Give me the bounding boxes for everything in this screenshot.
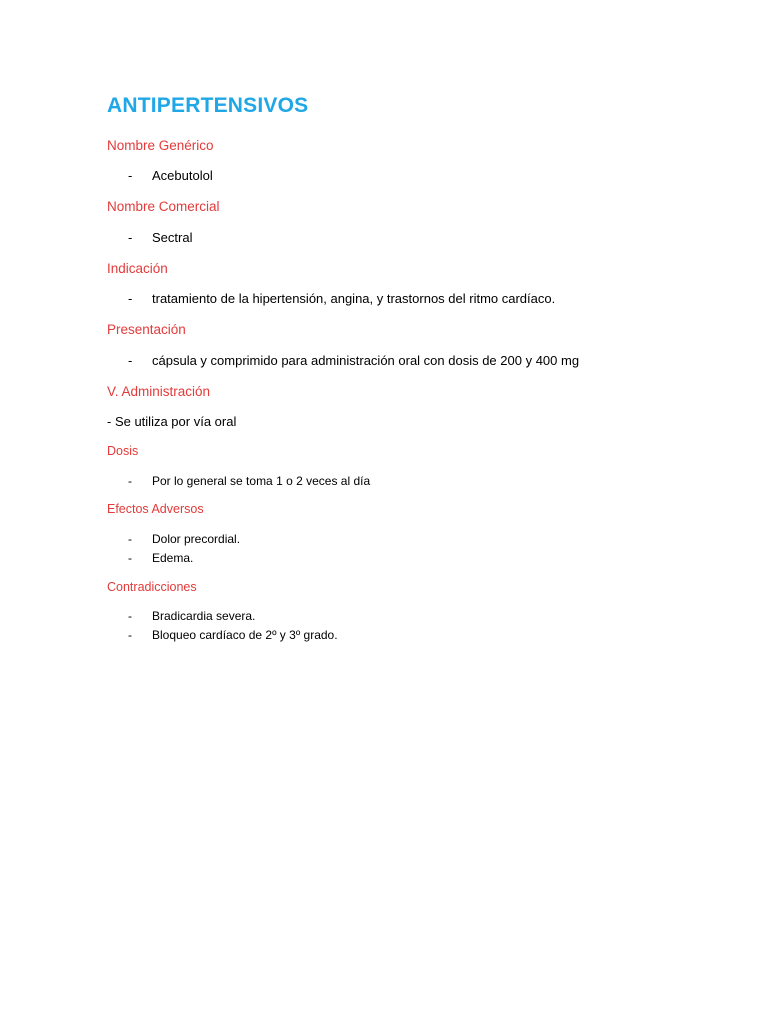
bullet-marker: - <box>128 551 132 565</box>
document-title: ANTIPERTENSIVOS <box>107 94 309 117</box>
bullet-marker: - <box>128 291 133 306</box>
bullet-marker: - <box>128 532 132 546</box>
list-item-text: tratamiento de la hipertensión, angina, y trastornos del ritmo cardíaco. <box>152 291 556 306</box>
list-item <box>128 628 338 642</box>
list-item <box>128 474 370 488</box>
bullet-marker: - <box>128 230 133 245</box>
bullet-marker: - <box>128 474 132 488</box>
list-item <box>128 168 213 183</box>
section-heading-contradicciones: Contradicciones <box>107 580 197 594</box>
list-item-text: Dolor precordial. <box>152 532 241 546</box>
bullet-marker: - <box>128 168 133 183</box>
bullet-marker: - <box>128 628 132 642</box>
section-heading-dosis: Dosis <box>107 444 139 458</box>
list-item-text: Por lo general se toma 1 o 2 veces al día <box>152 474 371 488</box>
list-item <box>128 291 555 306</box>
list-item-text: Edema. <box>152 551 194 565</box>
section-heading-indicacion: Indicación <box>107 261 168 276</box>
list-item <box>128 230 192 245</box>
list-item-text: Sectral <box>152 230 193 245</box>
list-item-text: Acebutolol <box>152 168 213 183</box>
bullet-marker: - <box>128 353 133 368</box>
list-item-text: cápsula y comprimido para administración oral con dosis de 200 y 400 mg <box>152 353 580 368</box>
administracion-text: - Se utiliza por vía oral <box>107 414 237 429</box>
list-item <box>128 551 193 565</box>
bullet-marker: - <box>128 609 132 623</box>
list-item <box>128 353 579 368</box>
section-heading-nombre-generico: Nombre Genérico <box>107 138 214 153</box>
list-item <box>128 532 240 546</box>
list-item <box>128 609 255 623</box>
section-heading-administracion: V. Administración <box>107 384 211 399</box>
list-item-text: Bloqueo cardíaco de 2º y 3º grado. <box>152 628 338 642</box>
section-heading-nombre-comercial: Nombre Comercial <box>107 199 220 214</box>
section-heading-presentacion: Presentación <box>107 322 186 337</box>
list-item-text: Bradicardia severa. <box>152 609 256 623</box>
section-heading-efectos-adversos: Efectos Adversos <box>107 502 204 516</box>
